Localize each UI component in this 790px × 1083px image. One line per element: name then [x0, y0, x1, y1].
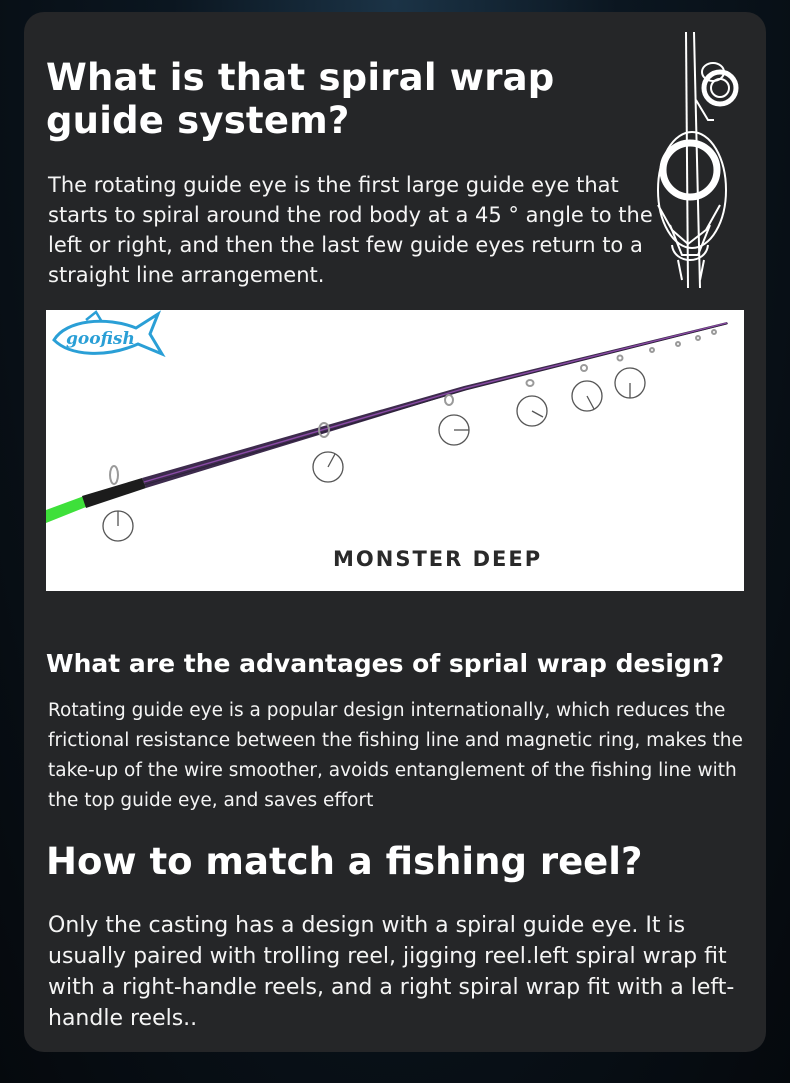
guide-eye-7 — [650, 348, 654, 352]
guide-eye-10 — [712, 330, 716, 334]
brand-wordmark: MONSTER DEEP — [333, 547, 543, 571]
section2-title: What are the advantages of sprial wrap design? — [46, 649, 725, 678]
guide-eye-1 — [110, 466, 118, 484]
guide-eye-3 — [445, 395, 453, 405]
section3-body: Only the casting has a design with a spiral guide eye. It is usually paired with trolling reel, jigging reel.left spiral wrap fit with a right-handle reels, and a right spiral wrap fit with a left-handle reels.. — [48, 913, 735, 1031]
rod-blank — [142, 322, 728, 488]
svg-text:goofish: goofish — [66, 329, 135, 349]
section1-title: What is that spiral wrap guide system? — [46, 56, 555, 142]
guide-eye-8 — [676, 342, 680, 346]
goofish-logo — [46, 310, 166, 362]
section3-title: How to match a fishing reel? — [46, 840, 643, 883]
section1-body: The rotating guide eye is the first large guide eye that starts to spiral around the rod body at a 45 ° angle to the left or right, and then the last few guide eyes return to a straight line arrangement. — [48, 173, 653, 287]
guide-eye-6 — [618, 356, 623, 361]
guide-eye-9 — [696, 336, 700, 340]
guide-eye-4 — [527, 380, 534, 386]
rod-product-image — [46, 310, 744, 591]
section2-body: Rotating guide eye is a popular design internationally, which reduces the frictional resistance between the fishing line and magnetic ring, makes the take-up of the wire smoother, avoids entanglement of the fishing line with the top guide eye, and saves effort — [48, 700, 743, 811]
rod-grip — [46, 496, 86, 523]
guide-eye-5 — [581, 365, 587, 371]
reel-seat — [82, 478, 146, 508]
